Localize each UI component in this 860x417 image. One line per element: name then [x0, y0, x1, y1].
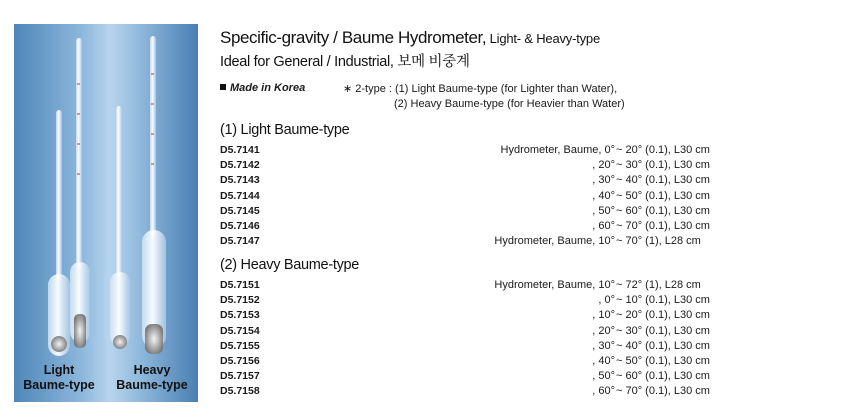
product-code: D5.7143: [220, 174, 260, 187]
caption-light-line2: Baume-type: [23, 378, 95, 392]
product-code: D5.7153: [220, 309, 260, 322]
product-code: D5.7152: [220, 294, 260, 307]
product-range: ~ 70° (1), L28 cm: [616, 235, 701, 248]
product-code: D5.7145: [220, 204, 260, 217]
product-desc: Hydrometer, Baume, 0°: [500, 144, 615, 156]
section-light-heading: (1) Light Baume-type: [220, 122, 350, 138]
product-desc: Hydrometer, Baume, 10°: [494, 279, 615, 291]
product-code: D5.7142: [220, 159, 260, 172]
product-desc: Hydrometer, Baume, 10°: [494, 235, 615, 248]
light-stem-2: [76, 38, 82, 268]
caption-light: [18, 363, 100, 393]
product-range: ~ 40° (0.1), L30 cm: [616, 174, 710, 187]
made-in-text: Made in Korea: [230, 82, 306, 94]
light-stem-1: [56, 110, 62, 280]
product-range: ~ 30° (0.1), L30 cm: [616, 324, 710, 337]
product-code: D5.7147: [220, 235, 260, 248]
product-desc: , 10°: [592, 309, 615, 322]
light-ballast-1: [51, 336, 67, 352]
product-desc: , 20°: [592, 324, 615, 337]
section-heavy-heading: (2) Heavy Baume-type: [220, 257, 360, 273]
product-desc: , 40°: [592, 354, 615, 367]
product-code: D5.7158: [220, 385, 260, 398]
made-in-label: [220, 82, 305, 94]
product-range: ~ 50° (0.1), L30 cm: [616, 354, 710, 367]
product-range: ~ 50° (0.1), L30 cm: [616, 189, 710, 202]
heavy-ballast: [145, 324, 163, 354]
product-photo: [14, 24, 198, 402]
product-range: ~ 60° (0.1), L30 cm: [616, 370, 710, 383]
product-desc: , 0°: [598, 294, 615, 307]
product-code: D5.7154: [220, 324, 260, 337]
title-small: Light- & Heavy-type: [486, 31, 600, 46]
heavy-stem: [150, 36, 156, 236]
product-code: D5.7144: [220, 189, 260, 202]
type-note: [343, 82, 625, 111]
type-note-line1: ∗ 2-type : (1) Light Baume-type (for Lighter than Water),: [343, 83, 618, 95]
product-range: ~ 70° (0.1), L30 cm: [616, 385, 710, 398]
product-range: ~ 72° (1), L28 cm: [616, 279, 701, 291]
caption-heavy-line1: Heavy: [133, 363, 171, 377]
product-desc: , 40°: [592, 189, 615, 202]
product-desc: , 50°: [592, 204, 615, 217]
caption-heavy-line2: Baume-type: [116, 378, 188, 392]
product-code: D5.7157: [220, 370, 260, 383]
product-range: ~ 60° (0.1), L30 cm: [616, 204, 710, 217]
product-code: D5.7155: [220, 339, 260, 352]
hydrometer-illustration: [14, 24, 198, 402]
product-desc: , 30°: [592, 339, 615, 352]
product-desc: , 60°: [592, 219, 615, 232]
caption-heavy: [106, 363, 198, 393]
product-desc: , 60°: [592, 385, 615, 398]
product-range: ~ 10° (0.1), L30 cm: [616, 294, 710, 307]
type-note-line2: (2) Heavy Baume-type (for Heavier than Water): [394, 97, 625, 110]
product-desc: , 50°: [592, 370, 615, 383]
caption-light-line1: Light: [43, 363, 75, 377]
product-code: D5.7151: [220, 279, 260, 291]
product-desc: , 20°: [592, 159, 615, 172]
title-main: Specific-gravity / Baume Hydrometer,: [220, 28, 487, 47]
product-range: ~ 70° (0.1), L30 cm: [616, 219, 710, 232]
product-range: ~ 30° (0.1), L30 cm: [616, 159, 710, 172]
page-subtitle: Ideal for General / Industrial, 보메 비중계: [220, 54, 470, 70]
square-bullet-icon: [220, 84, 226, 90]
page-title: [220, 28, 600, 48]
product-range: ~ 20° (0.1), L30 cm: [616, 144, 710, 156]
product-code: D5.7146: [220, 219, 260, 232]
product-range: ~ 20° (0.1), L30 cm: [616, 309, 710, 322]
product-range: ~ 40° (0.1), L30 cm: [616, 339, 710, 352]
product-desc: , 30°: [592, 174, 615, 187]
product-code: D5.7156: [220, 354, 260, 367]
product-code: D5.7141: [220, 144, 260, 156]
